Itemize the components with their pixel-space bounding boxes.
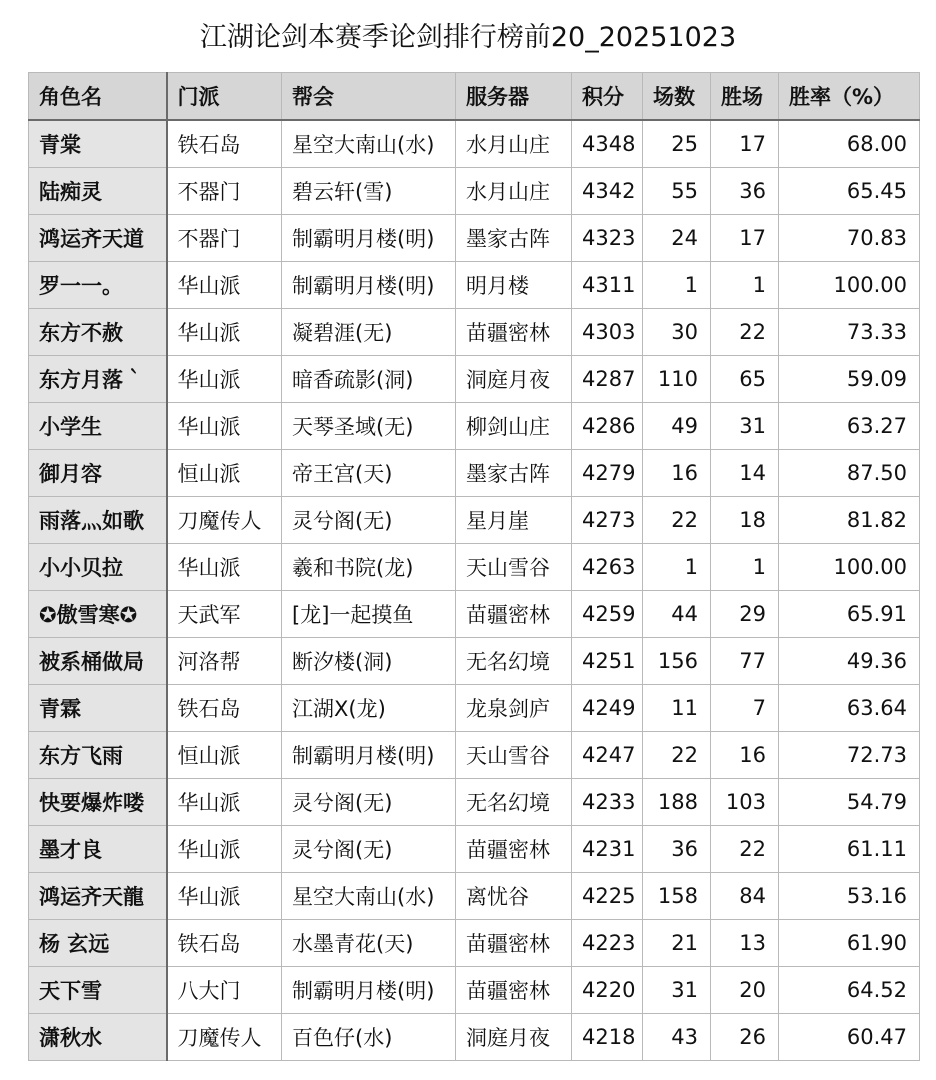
server-cell: 柳剑山庄 [456, 403, 572, 450]
guild-cell: 制霸明月楼(明) [282, 215, 456, 262]
winrate-cell: 72.73 [779, 732, 920, 779]
table-row [29, 215, 920, 262]
guild-cell: 碧云轩(雪) [282, 168, 456, 215]
wins-header: 胜场 [711, 73, 779, 121]
table-row [29, 1014, 920, 1061]
table-row [29, 403, 920, 450]
guild-cell: 江湖X(龙) [282, 685, 456, 732]
score-cell: 4249 [572, 685, 643, 732]
winrate-cell: 81.82 [779, 497, 920, 544]
table-row [29, 826, 920, 873]
matches-cell: 44 [643, 591, 711, 638]
guild-cell: 制霸明月楼(明) [282, 732, 456, 779]
guild-cell: 灵兮阁(无) [282, 497, 456, 544]
winrate-cell: 60.47 [779, 1014, 920, 1061]
sect-cell: 恒山派 [167, 450, 282, 497]
matches-cell: 49 [643, 403, 711, 450]
winrate-cell: 63.64 [779, 685, 920, 732]
winrate-cell: 70.83 [779, 215, 920, 262]
score-cell: 4273 [572, 497, 643, 544]
winrate-cell: 65.91 [779, 591, 920, 638]
sect-cell: 华山派 [167, 779, 282, 826]
table-row [29, 873, 920, 920]
guild-cell: 制霸明月楼(明) [282, 262, 456, 309]
score-cell: 4286 [572, 403, 643, 450]
server-cell: 水月山庄 [456, 120, 572, 168]
matches-cell: 110 [643, 356, 711, 403]
score-cell: 4247 [572, 732, 643, 779]
winrate-cell: 68.00 [779, 120, 920, 168]
score-cell: 4218 [572, 1014, 643, 1061]
role-name-cell: 青棠 [29, 120, 167, 168]
role-name-cell: 快要爆炸喽 [29, 779, 167, 826]
score-cell: 4233 [572, 779, 643, 826]
server-cell: 洞庭月夜 [456, 356, 572, 403]
role-name-cell: 雨落灬如歌 [29, 497, 167, 544]
sect-cell: 刀魔传人 [167, 497, 282, 544]
guild-cell: 帝王宫(天) [282, 450, 456, 497]
server-cell: 苗疆密林 [456, 967, 572, 1014]
table-row [29, 920, 920, 967]
server-cell: 明月楼 [456, 262, 572, 309]
score-cell: 4342 [572, 168, 643, 215]
table-row [29, 638, 920, 685]
role-name-cell: ✪傲雪寒✪ [29, 591, 167, 638]
sect-cell: 华山派 [167, 262, 282, 309]
guild-cell: 羲和书院(龙) [282, 544, 456, 591]
matches-cell: 1 [643, 262, 711, 309]
score-cell: 4287 [572, 356, 643, 403]
sect-cell: 刀魔传人 [167, 1014, 282, 1061]
wins-cell: 65 [711, 356, 779, 403]
role-name-cell: 杨 玄远 [29, 920, 167, 967]
score-cell: 4279 [572, 450, 643, 497]
matches-cell: 11 [643, 685, 711, 732]
sect-cell: 华山派 [167, 356, 282, 403]
winrate-cell: 63.27 [779, 403, 920, 450]
role-name-cell: 鸿运齐天道 [29, 215, 167, 262]
wins-cell: 84 [711, 873, 779, 920]
winrate-cell: 54.79 [779, 779, 920, 826]
server-cell: 天山雪谷 [456, 544, 572, 591]
matches-cell: 156 [643, 638, 711, 685]
page-title: 江湖论剑本赛季论剑排行榜前20_20251023 [199, 22, 737, 53]
wins-cell: 22 [711, 826, 779, 873]
winrate-header: 胜率（%） [779, 73, 920, 121]
matches-cell: 43 [643, 1014, 711, 1061]
sect-cell: 华山派 [167, 873, 282, 920]
matches-cell: 36 [643, 826, 711, 873]
wins-cell: 18 [711, 497, 779, 544]
wins-cell: 7 [711, 685, 779, 732]
sect-cell: 华山派 [167, 309, 282, 356]
server-cell: 天山雪谷 [456, 732, 572, 779]
guild-cell: 水墨青花(天) [282, 920, 456, 967]
score-cell: 4225 [572, 873, 643, 920]
role-name-cell: 陆痴灵 [29, 168, 167, 215]
wins-cell: 22 [711, 309, 779, 356]
matches-cell: 16 [643, 450, 711, 497]
winrate-cell: 61.11 [779, 826, 920, 873]
server-cell: 龙泉剑庐 [456, 685, 572, 732]
server-cell: 无名幻境 [456, 779, 572, 826]
score-cell: 4220 [572, 967, 643, 1014]
guild-cell: 断汐楼(洞) [282, 638, 456, 685]
winrate-cell: 100.00 [779, 262, 920, 309]
role-name-cell: 罗一一。 [29, 262, 167, 309]
matches-cell: 31 [643, 967, 711, 1014]
sect-cell: 恒山派 [167, 732, 282, 779]
sect-cell: 天武军 [167, 591, 282, 638]
server-cell: 墨家古阵 [456, 450, 572, 497]
sect-cell: 铁石岛 [167, 120, 282, 168]
guild-cell: 灵兮阁(无) [282, 779, 456, 826]
table-row [29, 120, 920, 168]
server-cell: 水月山庄 [456, 168, 572, 215]
sect-cell: 铁石岛 [167, 685, 282, 732]
server-cell: 无名幻境 [456, 638, 572, 685]
sect-cell: 铁石岛 [167, 920, 282, 967]
sect-cell: 河洛帮 [167, 638, 282, 685]
role-name-cell: 小学生 [29, 403, 167, 450]
role-name-cell: 东方不赦 [29, 309, 167, 356]
score-cell: 4223 [572, 920, 643, 967]
role-name-cell: 墨才良 [29, 826, 167, 873]
role-name-cell: 天下雪 [29, 967, 167, 1014]
server-header: 服务器 [456, 73, 572, 121]
score-cell: 4323 [572, 215, 643, 262]
score-cell: 4251 [572, 638, 643, 685]
score-cell: 4303 [572, 309, 643, 356]
server-cell: 苗疆密林 [456, 591, 572, 638]
role-name-cell: 潇秋水 [29, 1014, 167, 1061]
wins-cell: 17 [711, 120, 779, 168]
score-header: 积分 [572, 73, 643, 121]
table-row [29, 544, 920, 591]
winrate-cell: 100.00 [779, 544, 920, 591]
sect-cell: 不器门 [167, 215, 282, 262]
sect-header: 门派 [167, 73, 282, 121]
table-row [29, 779, 920, 826]
server-cell: 星月崖 [456, 497, 572, 544]
sect-cell: 华山派 [167, 826, 282, 873]
server-cell: 离忧谷 [456, 873, 572, 920]
wins-cell: 103 [711, 779, 779, 826]
name-header: 角色名 [29, 73, 167, 121]
wins-cell: 16 [711, 732, 779, 779]
table-row [29, 356, 920, 403]
server-cell: 苗疆密林 [456, 826, 572, 873]
matches-cell: 22 [643, 732, 711, 779]
matches-cell: 55 [643, 168, 711, 215]
wins-cell: 29 [711, 591, 779, 638]
guild-cell: 星空大南山(水) [282, 873, 456, 920]
role-name-cell: 东方月落｀ [29, 356, 167, 403]
wins-cell: 31 [711, 403, 779, 450]
wins-cell: 17 [711, 215, 779, 262]
server-cell: 洞庭月夜 [456, 1014, 572, 1061]
score-cell: 4348 [572, 120, 643, 168]
table-header [29, 73, 920, 121]
matches-cell: 158 [643, 873, 711, 920]
role-name-cell: 小小贝拉 [29, 544, 167, 591]
role-name-cell: 东方飞雨 [29, 732, 167, 779]
winrate-cell: 87.50 [779, 450, 920, 497]
wins-cell: 36 [711, 168, 779, 215]
score-cell: 4263 [572, 544, 643, 591]
table-row [29, 450, 920, 497]
server-cell: 墨家古阵 [456, 215, 572, 262]
matches-cell: 25 [643, 120, 711, 168]
table-row [29, 262, 920, 309]
wins-cell: 20 [711, 967, 779, 1014]
guild-cell: 制霸明月楼(明) [282, 967, 456, 1014]
guild-cell: 百色仔(水) [282, 1014, 456, 1061]
wins-cell: 14 [711, 450, 779, 497]
table-row [29, 309, 920, 356]
wins-cell: 1 [711, 262, 779, 309]
sect-cell: 华山派 [167, 403, 282, 450]
header-row [29, 73, 920, 121]
wins-cell: 13 [711, 920, 779, 967]
role-name-cell: 青霖 [29, 685, 167, 732]
matches-cell: 24 [643, 215, 711, 262]
ranking-table [28, 72, 920, 1061]
wins-cell: 26 [711, 1014, 779, 1061]
score-cell: 4311 [572, 262, 643, 309]
score-cell: 4259 [572, 591, 643, 638]
guild-cell: [龙]一起摸鱼 [282, 591, 456, 638]
winrate-cell: 64.52 [779, 967, 920, 1014]
wins-cell: 1 [711, 544, 779, 591]
guild-header: 帮会 [282, 73, 456, 121]
table-row [29, 497, 920, 544]
table-row [29, 685, 920, 732]
matches-cell: 30 [643, 309, 711, 356]
table-row [29, 591, 920, 638]
guild-cell: 凝碧涯(无) [282, 309, 456, 356]
winrate-cell: 61.90 [779, 920, 920, 967]
table-body [29, 120, 920, 1061]
sect-cell: 八大门 [167, 967, 282, 1014]
role-name-cell: 御月容 [29, 450, 167, 497]
guild-cell: 天琴圣域(无) [282, 403, 456, 450]
guild-cell: 暗香疏影(洞) [282, 356, 456, 403]
matches-cell: 22 [643, 497, 711, 544]
server-cell: 苗疆密林 [456, 309, 572, 356]
sect-cell: 不器门 [167, 168, 282, 215]
role-name-cell: 被系桶做局 [29, 638, 167, 685]
winrate-cell: 59.09 [779, 356, 920, 403]
winrate-cell: 49.36 [779, 638, 920, 685]
table-row [29, 967, 920, 1014]
table-row [29, 732, 920, 779]
guild-cell: 星空大南山(水) [282, 120, 456, 168]
guild-cell: 灵兮阁(无) [282, 826, 456, 873]
matches-cell: 21 [643, 920, 711, 967]
matches-cell: 188 [643, 779, 711, 826]
role-name-cell: 鸿运齐天龍 [29, 873, 167, 920]
winrate-cell: 73.33 [779, 309, 920, 356]
winrate-cell: 53.16 [779, 873, 920, 920]
server-cell: 苗疆密林 [456, 920, 572, 967]
wins-cell: 77 [711, 638, 779, 685]
table-row [29, 168, 920, 215]
score-cell: 4231 [572, 826, 643, 873]
matches-header: 场数 [643, 73, 711, 121]
winrate-cell: 65.45 [779, 168, 920, 215]
matches-cell: 1 [643, 544, 711, 591]
sect-cell: 华山派 [167, 544, 282, 591]
